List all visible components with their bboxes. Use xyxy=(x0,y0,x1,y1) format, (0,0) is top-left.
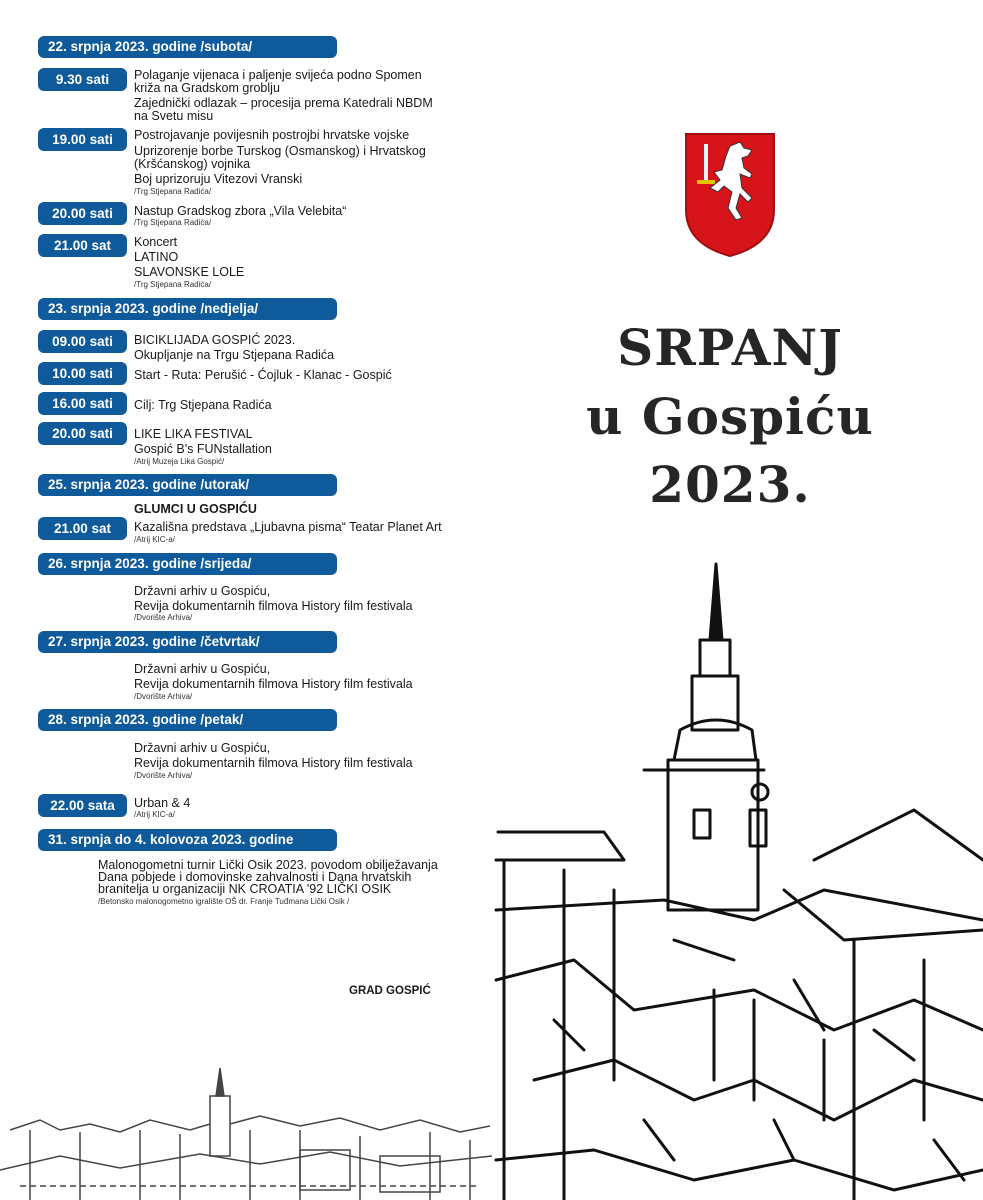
event-location: /Atrij KIC-a/ xyxy=(134,810,175,819)
day-name: /četvrtak/ xyxy=(200,634,260,649)
event-location: /Dvorište Arhiva/ xyxy=(134,692,193,701)
organizer-name: GRAD GOSPIĆ xyxy=(349,985,431,997)
time-badge: 9.30 sati xyxy=(38,68,127,91)
event-location: /Trg Stjepana Radića/ xyxy=(134,187,212,196)
event-line: križa na Gradskom groblju xyxy=(134,81,280,95)
event-location: /Trg Stjepana Radića/ xyxy=(134,218,212,227)
day-name: /nedjelja/ xyxy=(200,301,259,316)
time-badge: 10.00 sati xyxy=(38,362,127,385)
event-line: Kazališna predstava „Ljubavna pisma“ Teatar Planet Art xyxy=(134,520,442,534)
event-line: Državni arhiv u Gospiću, xyxy=(134,662,271,676)
title-line-1: SRPANJ xyxy=(617,318,843,377)
event-line: Zajednički odlazak – procesija prema Katedrali NBDM xyxy=(134,96,433,110)
day-name: /subota/ xyxy=(200,39,253,54)
event-line: branitelja u organizaciji NK CROATIA '92 LIČKI OSIK xyxy=(98,882,392,896)
event-line: Nastup Gradskog zbora „Vila Velebita“ xyxy=(134,204,347,218)
time-badge: 09.00 sati xyxy=(38,330,127,353)
day-name: /srijeda/ xyxy=(200,556,252,571)
date-header-28 xyxy=(38,709,337,731)
time-badge: 21.00 sat xyxy=(38,234,127,257)
date-header-26 xyxy=(38,553,337,575)
event-line: Postrojavanje povijesnih postrojbi hrvatske vojske xyxy=(134,128,410,142)
event-line: Cilj: Trg Stjepana Radića xyxy=(134,398,272,412)
time-badge: 20.00 sati xyxy=(38,202,127,225)
date-header-22 xyxy=(38,36,337,58)
date-text: 22. srpnja 2023. godine xyxy=(48,39,197,54)
date-text: 26. srpnja 2023. godine xyxy=(48,556,197,571)
date-text: 25. srpnja 2023. godine xyxy=(48,477,197,492)
event-line: Malonogometni turnir Lički Osik 2023. povodom obilježavanja xyxy=(98,858,438,872)
event-line: LATINO xyxy=(134,250,179,264)
event-line: SLAVONSKE LOLE xyxy=(134,265,245,279)
event-line: na Svetu misu xyxy=(134,109,214,123)
date-text: 27. srpnja 2023. godine xyxy=(48,634,197,649)
event-location: /Dvorište Arhiva/ xyxy=(134,771,193,780)
date-text: 31. srpnja do 4. kolovoza 2023. godine xyxy=(48,832,294,847)
event-line: Državni arhiv u Gospiću, xyxy=(134,741,271,755)
event-line: BICIKLIJADA GOSPIĆ 2023. xyxy=(134,333,296,347)
gospic-coat-of-arms xyxy=(684,132,776,258)
event-line: Koncert xyxy=(134,235,178,249)
time-badge: 20.00 sati xyxy=(38,422,127,445)
event-location: /Betonsko malonogometno igralište OŠ dr. Franje Tuđmana Lički Osik / xyxy=(98,897,350,906)
event-heading: GLUMCI U GOSPIĆU xyxy=(134,502,257,516)
event-line: Revija dokumentarnih filmova History film festivala xyxy=(134,677,413,691)
town-sketch-illustration xyxy=(494,560,983,1200)
event-line: Start - Ruta: Perušić - Ćojluk - Klanac - Gospić xyxy=(134,368,392,382)
skyline-sketch-illustration xyxy=(0,1060,492,1200)
event-line: Uprizorenje borbe Turskog (Osmanskog) i Hrvatskog xyxy=(134,144,426,158)
event-line: Boj uprizoruju Vitezovi Vranski xyxy=(134,172,303,186)
date-header-27 xyxy=(38,631,337,653)
event-line: Dana pobjede i domovinske zahvalnosti i Dana hrvatskih xyxy=(98,870,412,884)
title-line-3: 2023. xyxy=(649,455,811,514)
time-badge: 22.00 sata xyxy=(38,794,127,817)
date-header-23 xyxy=(38,298,337,320)
event-line: Polaganje vijenaca i paljenje svijeća podno Spomen xyxy=(134,68,422,82)
time-badge: 16.00 sati xyxy=(38,392,127,415)
day-name: /utorak/ xyxy=(200,477,250,492)
date-header-25 xyxy=(38,474,337,496)
time-badge: 19.00 sati xyxy=(38,128,127,151)
time-badge: 21.00 sat xyxy=(38,517,127,540)
event-line: Urban & 4 xyxy=(134,796,191,810)
title-line-2: u Gospiću xyxy=(586,387,874,446)
event-line: (Kršćanskog) vojnika xyxy=(134,157,251,171)
event-location: /Atrij Muzeja Lika Gospić/ xyxy=(134,457,225,466)
event-location: /Atrij KIC-a/ xyxy=(134,535,175,544)
day-name: /petak/ xyxy=(200,712,244,727)
date-text: 28. srpnja 2023. godine xyxy=(48,712,197,727)
date-text: 23. srpnja 2023. godine xyxy=(48,301,197,316)
date-header-31 xyxy=(38,829,337,851)
event-line: LIKE LIKA FESTIVAL xyxy=(134,427,253,441)
event-line: Gospić B's FUNstallation xyxy=(134,442,272,456)
event-line: Revija dokumentarnih filmova History film festivala xyxy=(134,756,413,770)
event-location: /Dvorište Arhiva/ xyxy=(134,613,193,622)
event-line: Državni arhiv u Gospiću, xyxy=(134,584,271,598)
event-line: Revija dokumentarnih filmova History film festivala xyxy=(134,599,413,613)
event-location: /Trg Stjepana Radića/ xyxy=(134,280,212,289)
event-line: Okupljanje na Trgu Stjepana Radića xyxy=(134,348,335,362)
